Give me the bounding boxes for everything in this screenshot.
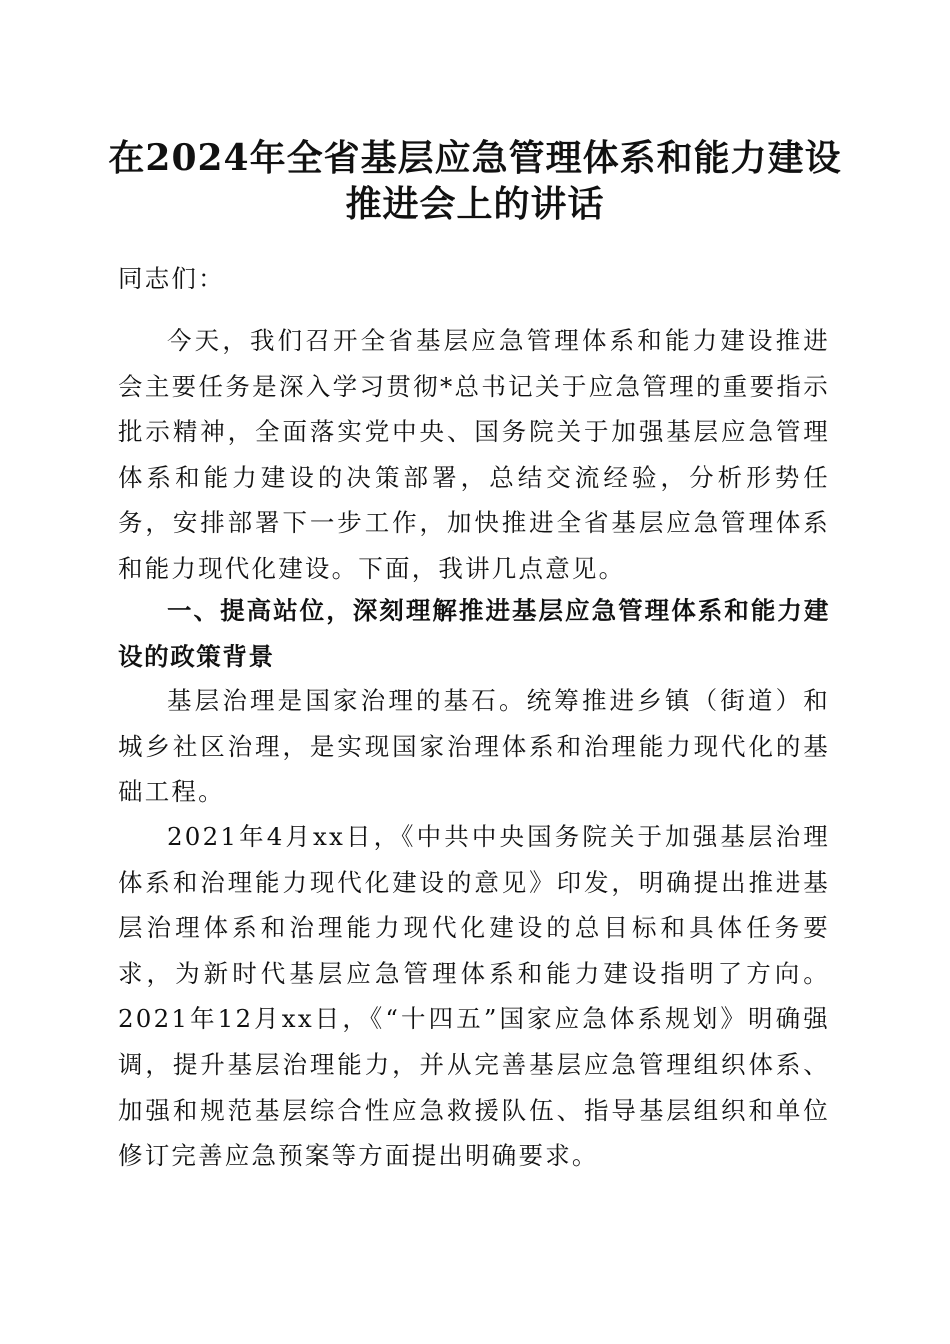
paragraph-intro: 今天，我们召开全省基层应急管理体系和能力建设推进会主要任务是深入学习贯彻*总书记关于应急管理的重要指示批示精神，全面落实党中央、国务院关于加强基层应急管理体系和能力建设的决策部署，总结交流经验，分析形势任务，安排部署下一步工作，加快推进全省基层应急管理体系和能力现代化建设。下面，我讲几点意见。 xyxy=(118,326,830,583)
document-title-line-1: 在2024年全省基层应急管理体系和能力建设 xyxy=(108,137,842,179)
section-heading-1: 一、提高站位，深刻理解推进基层应急管理体系和能力建设的政策背景 xyxy=(118,596,830,671)
paragraph-grassroots: 基层治理是国家治理的基石。统筹推进乡镇（街道）和城乡社区治理，是实现国家治理体系和治理能力现代化的基础工程。 xyxy=(118,686,830,807)
paragraph-policy: 2021年4月xx日，《中共中央国务院关于加强基层治理体系和治理能力现代化建设的意见》印发，明确提出推进基层治理体系和治理能力现代化建设的总目标和具体任务要求，为新时代基层应急管理体系和能力建设指明了方向。2021年12月xx日，《“十四五”国家应急体系规划》明确强调，提升基层治理能力，并从完善基层应急管理组织体系、加强和规范基层综合性应急救援队伍、指导基层组织和单位修订完善应急预案等方面提出明确要求。 xyxy=(118,822,830,1171)
document-title-line-2: 推进会上的讲话 xyxy=(345,183,605,225)
salutation: 同志们： xyxy=(118,264,225,293)
